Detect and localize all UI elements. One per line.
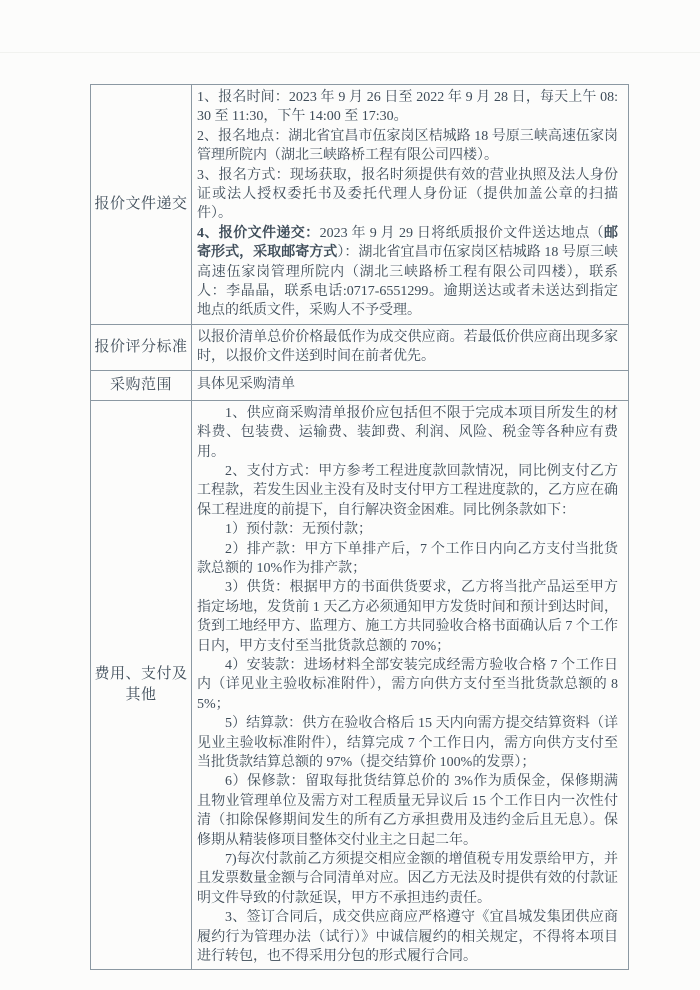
paragraph xyxy=(197,908,618,966)
text-segment: ）：湖北省宜昌市伍家岗区桔城路 18 号原三峡高速伍家岗管理所院内（湖北三峡路桥工程有限公司四楼），联系人：李晶晶，联系电话:0717-6551299。逾期送达或者未送达到指定地点的纸质文件，采购人不予受理。 xyxy=(197,245,619,319)
row-label: 采购范围 xyxy=(91,370,192,400)
text-segment: 3、签订合同后，成交供应商应严格遵守《宜昌城发集团供应商履约行为管理办法（试行）》中诚信履约的相关规定，不得将本项目进行转包，也不得采用分包的形式履行合同。 xyxy=(197,910,618,965)
procurement-info-table xyxy=(90,84,629,970)
text-segment: 2、报名地点：湖北省宜昌市伍家岗区桔城路 18 号原三峡高速伍家岗管理所院内（湖北三峡路桥工程有限公司四楼）。 xyxy=(197,128,618,164)
text-segment: 1）预付款：无预付款； xyxy=(225,522,372,538)
text-segment: 5）结算款：供方在验收合格后 15 天内向需方提交结算资料（详见业主验收标准附件），结算完成 7 个工作日内，需方向供方支付至当批货款结算总额的 97%（提交结算价 100%的发票）； xyxy=(197,716,618,770)
paragraph xyxy=(197,714,618,772)
text-segment: 1、供应商采购清单报价应包括但不限于完成本项目所发生的材料费、包装费、运输费、装卸费、利润、风险、税金等各种应有费用。 xyxy=(197,405,618,460)
paragraph xyxy=(197,462,618,520)
row-content xyxy=(192,324,629,370)
bold-text-segment: 邮寄形式，采取邮寄方式 xyxy=(197,225,619,261)
paragraph xyxy=(197,224,618,321)
text-segment: 具体见采购清单 xyxy=(197,377,295,393)
text-segment: 2）排产款：甲方下单排产后，7 个工作日内向乙方支付当批货款总额的 10%作为排产款； xyxy=(197,541,618,576)
table-row xyxy=(91,370,629,400)
table-row xyxy=(91,85,629,325)
paragraph xyxy=(197,328,618,367)
table-row xyxy=(91,324,629,370)
text-segment: 7)每次付款前乙方须提交相应金额的增值税专用发票给甲方，并且发票数量金额与合同清单对应。因乙方无法及时提供有效的付款证明文件导致的付款延误，甲方不承担违约责任。 xyxy=(197,852,618,906)
text-segment: 4）安装款：进场材料全部安装完成经需方验收合格 7 个工作日内（详见业主验收标准附件），需方向供方支付至当批货款总额的 85%； xyxy=(197,657,618,712)
paragraph xyxy=(197,850,618,908)
text-segment: 2、支付方式：甲方参考工程进度款回款情况，同比例支付乙方工程款，若发生因业主没有及时支付甲方工程进度款的，乙方应在确保工程进度的前提下，自行解决资金困难。同比例条款如下： xyxy=(197,463,618,518)
paragraph xyxy=(197,375,618,394)
table-row xyxy=(91,400,629,970)
text-segment: 6）保修款：留取每批货结算总价的 3%作为质保金，保修期满且物业管理单位及需方对工程质量无异议后 15 个工作日内一次性付清（扣除保修期间发生的所有乙方承担费用及违约金后且无息）。保修期从精装修项目整体交付业主之日起二年。 xyxy=(197,774,618,848)
paragraph xyxy=(197,578,618,656)
scan-artifact-line xyxy=(0,52,700,53)
paragraph xyxy=(197,656,618,714)
paragraph xyxy=(197,127,618,166)
paragraph xyxy=(197,520,618,539)
paragraph xyxy=(197,772,618,850)
text-segment: 3、报名方式：现场获取，报名时须提供有效的营业执照及法人身份证或法人授权委托书及委托代理人身份证（提供加盖公章的扫描件）。 xyxy=(197,167,618,222)
row-content xyxy=(192,400,629,970)
row-label: 报价评分标准 xyxy=(91,324,192,370)
row-content xyxy=(192,370,629,400)
row-content xyxy=(192,85,629,325)
text-segment: 以报价清单总价价格最低作为成交供应商。若最低价供应商出现多家时，以报价文件送到时间在前者优先。 xyxy=(197,329,618,365)
row-label: 报价文件递交 xyxy=(91,85,192,325)
paragraph xyxy=(197,540,618,579)
text-segment: 2023 年 9 月 29 日将纸质报价文件送达地点（ xyxy=(319,225,605,241)
paragraph xyxy=(197,404,618,462)
row-label: 费用、支付及其他 xyxy=(91,400,192,970)
paragraph xyxy=(197,166,618,224)
paragraph xyxy=(197,88,618,127)
text-segment: 1、报名时间：2023 年 9 月 26 日至 2022 年 9 月 28 日，每天上午 08:30 至 11:30，下午 14:00 至 17:30。 xyxy=(197,90,618,125)
text-segment: 3）供货：根据甲方的书面供货要求，乙方将当批产品运至甲方指定场地，发货前 1 天乙方必须通知甲方发货时间和预计到达时间，货到工地经甲方、监理方、施工方共同验收合格书面确认后 7 个工作日内，甲方支付至当批货款总额的 70%； xyxy=(197,580,618,654)
procurement-table-body xyxy=(91,85,629,970)
bold-text-segment: 4、报价文件递交： xyxy=(197,225,320,241)
